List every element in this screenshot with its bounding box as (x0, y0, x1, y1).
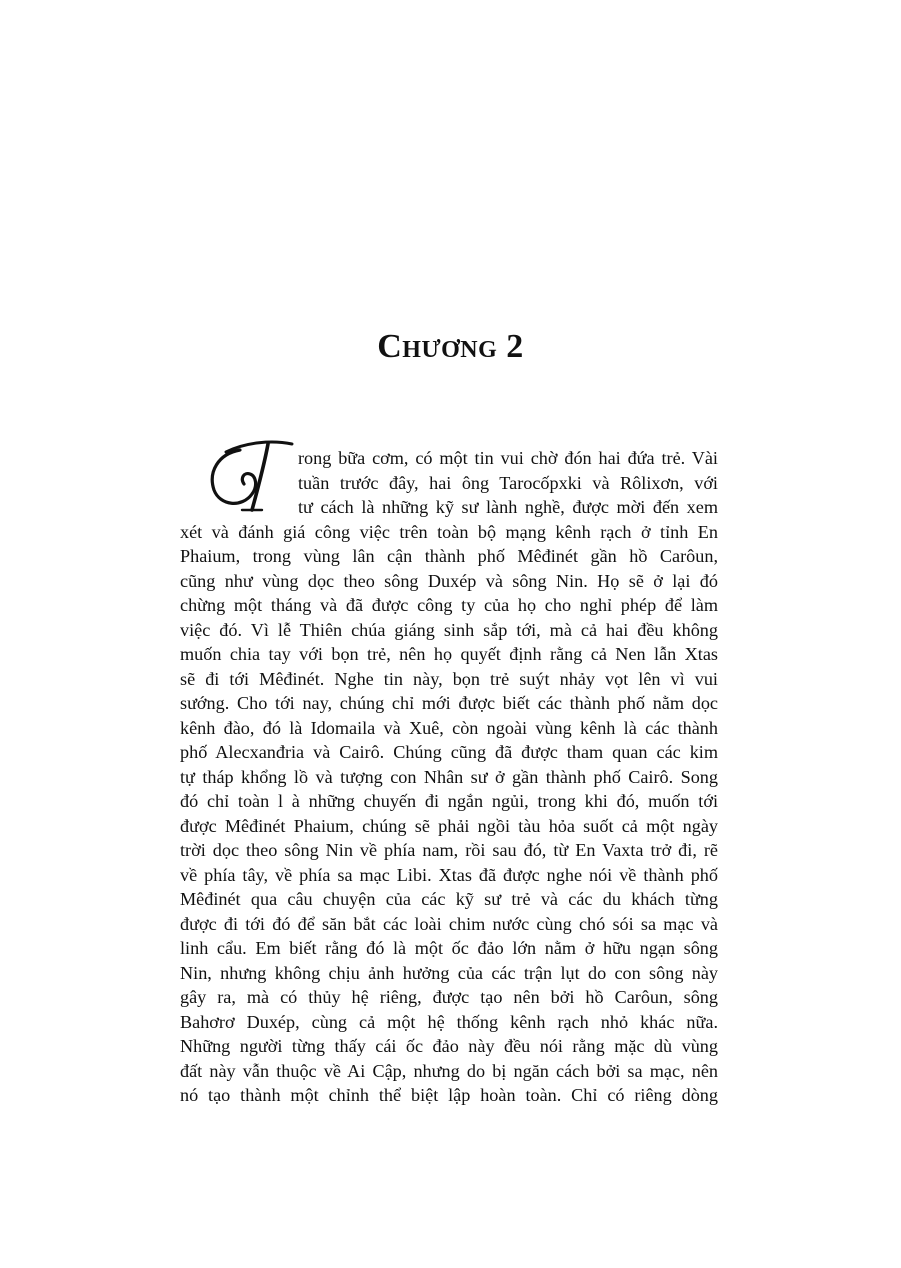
text-line: được Mêđinét Phaium, chúng sẽ phải ngồi tàu hỏa suốt cả một ngày (180, 815, 718, 836)
text-line: việc đó. Vì lễ Thiên chúa giáng sinh sắp tới, mà cả hai đều không (180, 619, 718, 640)
text-line: tự tháp khổng lồ và tượng con Nhân sư ở gần thành phố Cairô. Song (180, 766, 718, 787)
drop-cap-swash (206, 436, 294, 516)
text-line: tuần trước đây, hai ông Tarocốpxki và Rôlixơn, với (298, 472, 718, 493)
drop-cap-letter (206, 436, 294, 516)
text-line: Bahơrơ Duxép, cùng cả một hệ thống kênh rạch nhỏ khác nữa. (180, 1011, 718, 1032)
text-line: nó tạo thành một chỉnh thể biệt lập hoàn toàn. Chỉ có riêng dòng (180, 1085, 718, 1105)
text-line: đó chỉ toàn l à những chuyến đi ngắn ngủi, trong khi đó, muốn tới (180, 791, 718, 811)
text-line: Những người từng thấy cái ốc đảo này đều nói rằng mặc dù vùng (180, 1036, 718, 1056)
text-line: về phía tây, về phía sa mạc Libi. Xtas đã được nghe nói về thành phố (180, 864, 718, 885)
text-line: linh cẩu. Em biết rằng đó là một ốc đảo lớn nằm ở hữu ngạn sông (180, 938, 718, 958)
text-line: kênh đào, đó là Idomaila và Xuê, còn ngoài vùng kênh là các thành (180, 717, 718, 738)
chapter-title: Chương 2 (377, 328, 524, 365)
text-line: Nin, nhưng không chịu ảnh hưởng của các trận lụt do con sông này (180, 962, 718, 983)
text-line: muốn chia tay với bọn trẻ, nên họ quyết định rằng cả Nen lẫn Xtas (180, 644, 718, 664)
text-line: sẽ đi tới Mêđinét. Nghe tin này, bọn trẻ suýt nhảy vọt lên vì vui (180, 668, 718, 689)
text-line: cũng như vùng dọc theo sông Duxép và sông Nin. Họ sẽ ở lại đó (180, 570, 718, 591)
text-line: phố Alecxanđria và Cairô. Chúng cũng đã được tham quan các kim (180, 742, 718, 762)
text-line: Phaium, trong vùng lân cận thành phố Mêđinét gần hồ Carôun, (180, 546, 718, 566)
text-line: gây ra, mà có thủy hệ riêng, được tạo nên bởi hồ Carôun, sông (180, 987, 718, 1007)
text-line: được đi tới đó để săn bắt các loài chim nước cùng chó sói sa mạc và (180, 913, 718, 934)
text-line: đất này vẫn thuộc về Ai Cập, nhưng do bị ngăn cách bởi sa mạc, nên (180, 1060, 718, 1081)
text-line: rong bữa cơm, có một tin vui chờ đón hai đứa trẻ. Vài (298, 448, 718, 468)
text-line: xét và đánh giá công việc trên toàn bộ mạng kênh rạch ở tỉnh En (180, 521, 718, 542)
text-line: Mêđinét qua câu chuyện của các kỹ sư trẻ và các du khách từng (180, 889, 718, 909)
text-line: sướng. Cho tới nay, chúng chỉ mới được biết các thành phố nằm dọc (180, 693, 718, 713)
text-line: trời dọc theo sông Nin về phía nam, rồi sau đó, từ En Vaxta trở đi, rẽ (180, 840, 718, 860)
text-line: tư cách là những kỹ sư lành nghề, được mời đến xem (298, 497, 718, 517)
text-line: chừng một tháng và đã được công ty của họ cho nghỉ phép để làm (180, 595, 718, 615)
